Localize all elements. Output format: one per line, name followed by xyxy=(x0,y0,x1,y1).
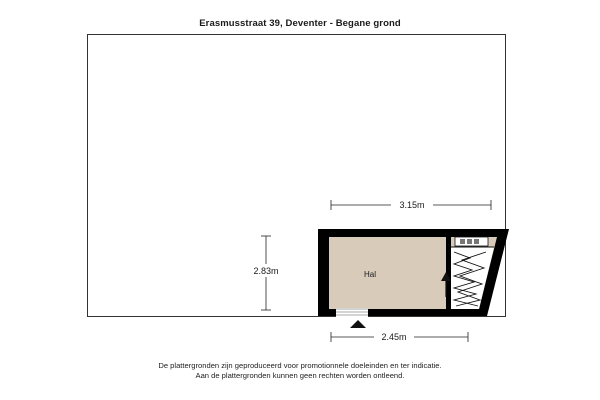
meter-cupboard xyxy=(455,237,488,246)
plan-title: Erasmusstraat 39, Deventer - Begane grond xyxy=(199,18,401,29)
dimension-left xyxy=(248,236,284,310)
entrance-arrow-icon xyxy=(350,320,366,328)
entrance-door xyxy=(336,308,368,317)
disclaimer-line-1: De plattergronden zijn geproduceerd voor promotionnele doeleinden en ter indicatie. xyxy=(158,361,442,370)
disclaimer-line-2: Aan de plattergronden kunnen geen rechten worden ontleend. xyxy=(195,371,405,380)
disclaimer xyxy=(0,361,600,381)
dimension-top xyxy=(331,198,491,211)
dimension-bottom-label: 2.45m xyxy=(381,332,407,342)
dimension-left-label: 2.83m xyxy=(253,266,279,276)
room-label-hal: Hal xyxy=(363,270,377,279)
dimension-bottom xyxy=(331,330,468,343)
dimension-top-label: 3.15m xyxy=(399,200,425,210)
